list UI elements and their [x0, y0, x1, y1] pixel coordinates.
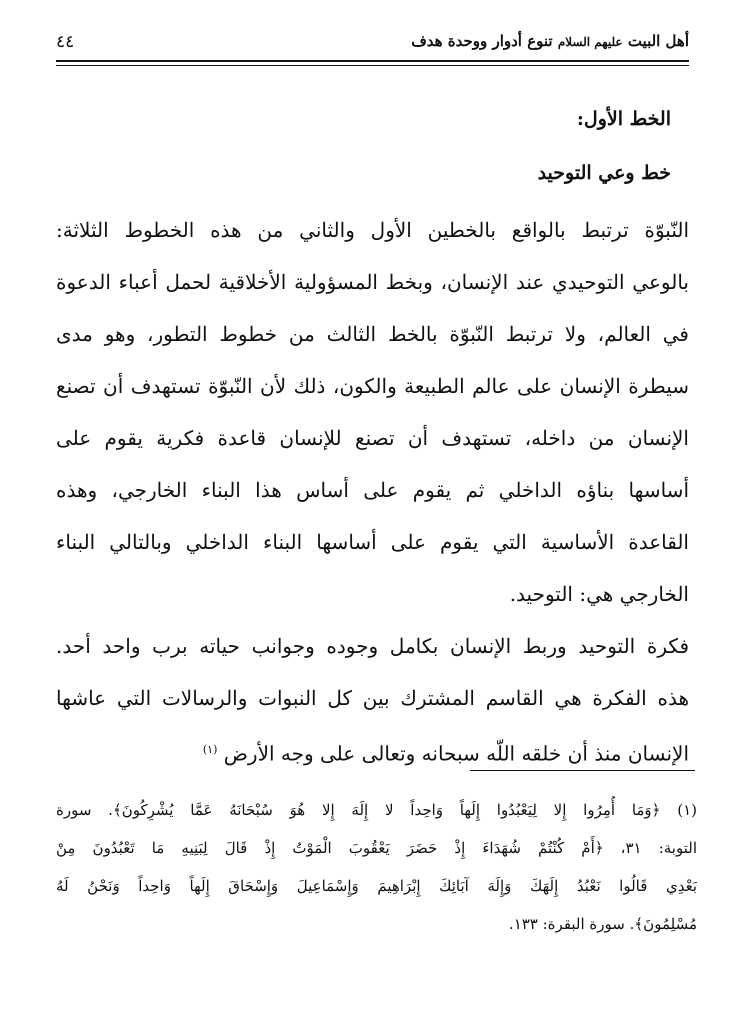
header-title: أهل البيت	[627, 32, 689, 50]
body-line: أساسها بناؤه الداخلي ثم يقوم على أساس هذا البناء الخارجي، وهذه	[56, 478, 689, 502]
body-line-with-note	[56, 732, 689, 784]
footnote-line: التوبة: ٣١، ﴿أَمْ كُنْتُمْ شُهَدَاءَ إِذْ حَضَرَ يَعْقُوبَ الْمَوْتُ إِذْ قَالَ لِبَنِيهِ مَا تَعْبُدُونَ مِنْ	[56, 839, 697, 857]
body-line: فكرة التوحيد وربط الإنسان بكامل وجوده وجوانب حياته برب واحد أحد.	[56, 634, 689, 658]
footnote-separator	[470, 770, 695, 771]
section-heading: الخط الأول:	[576, 108, 671, 130]
page-number: ٤٤	[56, 32, 75, 52]
body-text	[56, 212, 689, 784]
running-header	[56, 30, 689, 58]
running-title	[411, 32, 689, 50]
body-line: النّبوّة ترتبط بالواقع بالخطين الأول والثاني من هذه الخطوط الثلاثة:	[56, 218, 689, 242]
body-line: هذه الفكرة هي القاسم المشترك بين كل النبوات والرسالات التي عاشها	[56, 686, 689, 710]
honorific-mark: عليهم السلام	[557, 35, 623, 49]
header-rule-thick	[56, 60, 689, 62]
header-rule-thin	[56, 65, 689, 66]
subsection-heading: خط وعي التوحيد	[537, 162, 671, 184]
footnote-line: (١) ﴿وَمَا أُمِرُوا إِلا لِيَعْبُدُوا إِلَهاً وَاحِداً لا إِلَهَ إِلا هُوَ سُبْحَانَهُ عَمَّا يُشْرِكُونَ﴾. سورة	[56, 801, 697, 819]
footnote	[56, 796, 697, 948]
body-line: الإنسان من داخله، تستهدف أن تصنع للإنسان قاعدة فكرية يقوم على	[56, 426, 689, 450]
body-line: سيطرة الإنسان على عالم الطبيعة والكون، ذلك لأن النّبوّة تستهدف أن تصنع	[56, 374, 689, 398]
footnote-line: بَعْدِي قَالُوا نَعْبُدُ إِلَهَكَ وَإِلَهَ آبَائِكَ إِبْرَاهِيمَ وَإِسْمَاعِيلَ وَإِسْحَاقَ إِلَهاً وَاحِداً وَنَحْنُ لَهُ	[56, 877, 697, 895]
body-line: القاعدة الأساسية التي يقوم على أساسها البناء الداخلي وبالتالي البناء	[56, 530, 689, 554]
body-line: الخارجي هي: التوحيد.	[509, 582, 689, 606]
footnote-line: مُسْلِمُونَ﴾. سورة البقرة: ١٣٣.	[508, 915, 697, 933]
body-line-text: الإنسان منذ أن خلقه اللّه سبحانه وتعالى على وجه الأرض	[223, 741, 689, 766]
footnote-reference[interactable]: (١)	[202, 743, 218, 756]
body-line: بالوعي التوحيدي عند الإنسان، وبخط المسؤولية الأخلاقية لحمل أعباء الدعوة	[56, 270, 689, 294]
body-line: في العالم، ولا ترتبط النّبوّة بالخط الثالث من خطوط التطور، وهو مدى	[56, 322, 689, 346]
header-subtitle: تنوع أدوار ووحدة هدف	[411, 32, 553, 50]
